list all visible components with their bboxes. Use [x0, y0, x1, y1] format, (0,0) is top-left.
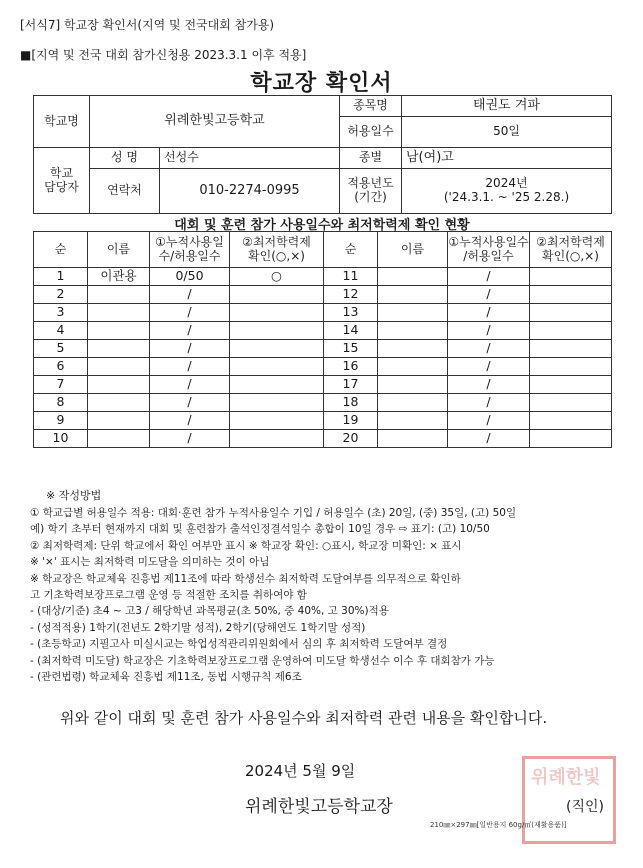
name-label: 성 명	[90, 148, 160, 169]
sport-label: 종목명	[340, 96, 402, 117]
manager-label: 학교 담당자	[34, 148, 90, 214]
cell-no2: 12	[324, 286, 378, 304]
cell-check2	[530, 394, 612, 412]
cell-name2	[378, 376, 448, 394]
cell-name2	[378, 430, 448, 448]
guide-line: 예) 학기 초부터 현재까지 대회 및 훈련참가 출석인정결석일수 총합이 10일 경우 ⇨ 표기: (고) 10/50	[30, 523, 490, 536]
cell-check: ○	[230, 268, 324, 286]
name-value: 선성수	[160, 148, 340, 169]
cell-days: /	[150, 322, 230, 340]
cell-name	[88, 358, 150, 376]
header-name-2: 이름	[378, 232, 448, 268]
header-check: ②최저학력제 확인(○,×)	[230, 232, 324, 268]
table-row	[34, 394, 612, 412]
allowed-days-value: 50일	[402, 117, 612, 148]
cell-name	[88, 376, 150, 394]
usage-table	[33, 231, 612, 448]
confirmation-text: 위와 같이 대회 및 훈련 참가 사용일수와 최저학력 관련 내용을 확인합니다.	[60, 709, 548, 727]
allowed-days-label: 허용일수	[340, 117, 402, 148]
cell-check	[230, 304, 324, 322]
cell-name: 이관용	[88, 268, 150, 286]
guide-line: - (초등학교) 지필고사 미실시교는 학업성적관리위원회에서 심의 후 최저학력 도달여부 결정	[30, 638, 448, 651]
school-label: 학교명	[34, 96, 90, 148]
header-no-2: 순	[324, 232, 378, 268]
page-title: 학교장 확인서	[250, 71, 393, 96]
cell-days2: /	[448, 376, 530, 394]
cell-check2	[530, 286, 612, 304]
cell-no: 7	[34, 376, 88, 394]
guide-line: - (관련법령) 학교체육 진흥법 제11조, 동법 시행규칙 제6조	[30, 671, 302, 683]
table-row	[34, 286, 612, 304]
cell-name2	[378, 286, 448, 304]
applicability-notice: ■[지역 및 전국 대회 참가신청용 2023.3.1 이후 적용]	[20, 48, 307, 62]
period-year: 2024년	[485, 176, 528, 191]
cell-days: 0/50	[150, 268, 230, 286]
cell-check2	[530, 304, 612, 322]
cell-days: /	[150, 340, 230, 358]
guide-line: - (대상/기준) 초4 ~ 고3 / 해당학년 과목평균(초 50%, 중 40%, 고 30%)적용	[30, 605, 389, 618]
usage-body	[34, 268, 612, 448]
cell-check	[230, 340, 324, 358]
period-range: ('24.3.1. ~ '25 2.28.)	[443, 190, 570, 204]
usage-section-title: 대회 및 훈련 참가 사용일수와 최저학력제 확인 현황	[174, 218, 470, 233]
cell-days: /	[150, 394, 230, 412]
sport-value: 태권도 겨파	[402, 96, 612, 117]
contact-label: 연락처	[90, 169, 160, 214]
cell-days2: /	[448, 358, 530, 376]
cell-name2	[378, 412, 448, 430]
cell-name	[88, 304, 150, 322]
cell-no2: 11	[324, 268, 378, 286]
gender-value: 남(여)고	[402, 148, 612, 169]
cell-name	[88, 286, 150, 304]
cell-days: /	[150, 430, 230, 448]
cell-no: 5	[34, 340, 88, 358]
cell-name2	[378, 304, 448, 322]
guide-line: ② 최저학력제: 단위 학교에서 확인 여부만 표시 ※ 학교장 확인: ○표시, 학교장 미확인: × 표시	[30, 539, 462, 552]
cell-no: 10	[34, 430, 88, 448]
cell-name2	[378, 268, 448, 286]
table-row	[34, 358, 612, 376]
guide-line: 고 기초학력보장프로그램 운영 등 적절한 조치를 취하여야 함	[30, 589, 307, 601]
cell-days: /	[150, 376, 230, 394]
cell-days2: /	[448, 430, 530, 448]
cell-no: 9	[34, 412, 88, 430]
header-no: 순	[34, 232, 88, 268]
cell-name	[88, 340, 150, 358]
form-number: [서식7] 학교장 확인서(지역 및 전국대회 참가용)	[20, 18, 275, 32]
school-principal-signature: 위례한빛고등학교장	[245, 797, 393, 817]
header-name: 이름	[88, 232, 150, 268]
cell-no2: 16	[324, 358, 378, 376]
cell-days2: /	[448, 304, 530, 322]
cell-no: 6	[34, 358, 88, 376]
guide-line: - (최저학력 미도달) 학교장은 기초학력보장프로그램 운영하여 미도달 학생선수 이수 후 대회참가 가능	[30, 654, 495, 667]
table-row	[34, 376, 612, 394]
cell-days2: /	[448, 340, 530, 358]
header-check-2: ②최저학력제 확인(○,×)	[530, 232, 612, 268]
cell-days: /	[150, 304, 230, 322]
cell-days2: /	[448, 286, 530, 304]
confirmation-date: 2024년 5월 9일	[245, 762, 356, 780]
gender-label: 종별	[340, 148, 402, 169]
guide-line: ※ '×' 표시는 최저학력 미도달을 의미하는 것이 아님	[30, 556, 270, 569]
cell-name	[88, 430, 150, 448]
table-row	[34, 430, 612, 448]
cell-name	[88, 394, 150, 412]
cell-no2: 15	[324, 340, 378, 358]
cell-check2	[530, 430, 612, 448]
cell-check	[230, 412, 324, 430]
cell-no: 4	[34, 322, 88, 340]
cell-days2: /	[448, 394, 530, 412]
cell-check2	[530, 268, 612, 286]
cell-no2: 20	[324, 430, 378, 448]
school-info-table	[33, 95, 612, 214]
header-days: ①누적사용일 수/허용일수	[150, 232, 230, 268]
cell-name2	[378, 322, 448, 340]
cell-no: 3	[34, 304, 88, 322]
cell-name	[88, 322, 150, 340]
cell-check2	[530, 322, 612, 340]
cell-no2: 18	[324, 394, 378, 412]
table-row	[34, 268, 612, 286]
cell-name	[88, 412, 150, 430]
seal-text: 위례한빛	[531, 767, 601, 788]
cell-check	[230, 358, 324, 376]
guide-line: - (성적적용) 1학기(전년도 2학기말 성적), 2학기(당해연도 1학기말 성적)	[30, 621, 366, 634]
cell-no: 2	[34, 286, 88, 304]
cell-days: /	[150, 412, 230, 430]
cell-no2: 17	[324, 376, 378, 394]
cell-name2	[378, 358, 448, 376]
seal-label: (직인)	[566, 799, 604, 815]
header-days-2: ①누적사용일수 /허용일수	[448, 232, 530, 268]
cell-days2: /	[448, 268, 530, 286]
cell-no: 8	[34, 394, 88, 412]
cell-days: /	[150, 358, 230, 376]
cell-check	[230, 394, 324, 412]
cell-days: /	[150, 286, 230, 304]
cell-days2: /	[448, 412, 530, 430]
guide-line: ① 학교급별 허용일수 적용: 대회·훈련 참가 누적사용일수 기입 / 허용일수 (초) 20일, (중) 35일, (고) 50일	[30, 507, 517, 519]
table-row	[34, 322, 612, 340]
cell-no2: 13	[324, 304, 378, 322]
school-name: 위례한빛고등학교	[90, 96, 340, 148]
cell-no2: 19	[324, 412, 378, 430]
paper-spec-footnote: 210㎜×297㎜[일반용지 60g/㎡(재활용품)]	[430, 821, 567, 829]
cell-check	[230, 322, 324, 340]
table-row	[34, 304, 612, 322]
table-row	[34, 340, 612, 358]
cell-name2	[378, 394, 448, 412]
table-row	[34, 412, 612, 430]
guide-title: ※ 작성방법	[46, 489, 102, 502]
cell-days2: /	[448, 322, 530, 340]
cell-no2: 14	[324, 322, 378, 340]
period-label: 적용년도 (기간)	[340, 169, 402, 214]
cell-check	[230, 430, 324, 448]
guide-line: ※ 학교장은 학교체육 진흥법 제11조에 따라 학생선수 최저학력 도달여부를 의무적으로 확인하	[30, 572, 461, 585]
cell-check2	[530, 412, 612, 430]
cell-name2	[378, 340, 448, 358]
cell-check2	[530, 376, 612, 394]
cell-check	[230, 376, 324, 394]
cell-no: 1	[34, 268, 88, 286]
cell-check2	[530, 358, 612, 376]
cell-check2	[530, 340, 612, 358]
period-cell	[402, 169, 612, 214]
contact-value: 010-2274-0995	[160, 169, 340, 214]
cell-check	[230, 286, 324, 304]
